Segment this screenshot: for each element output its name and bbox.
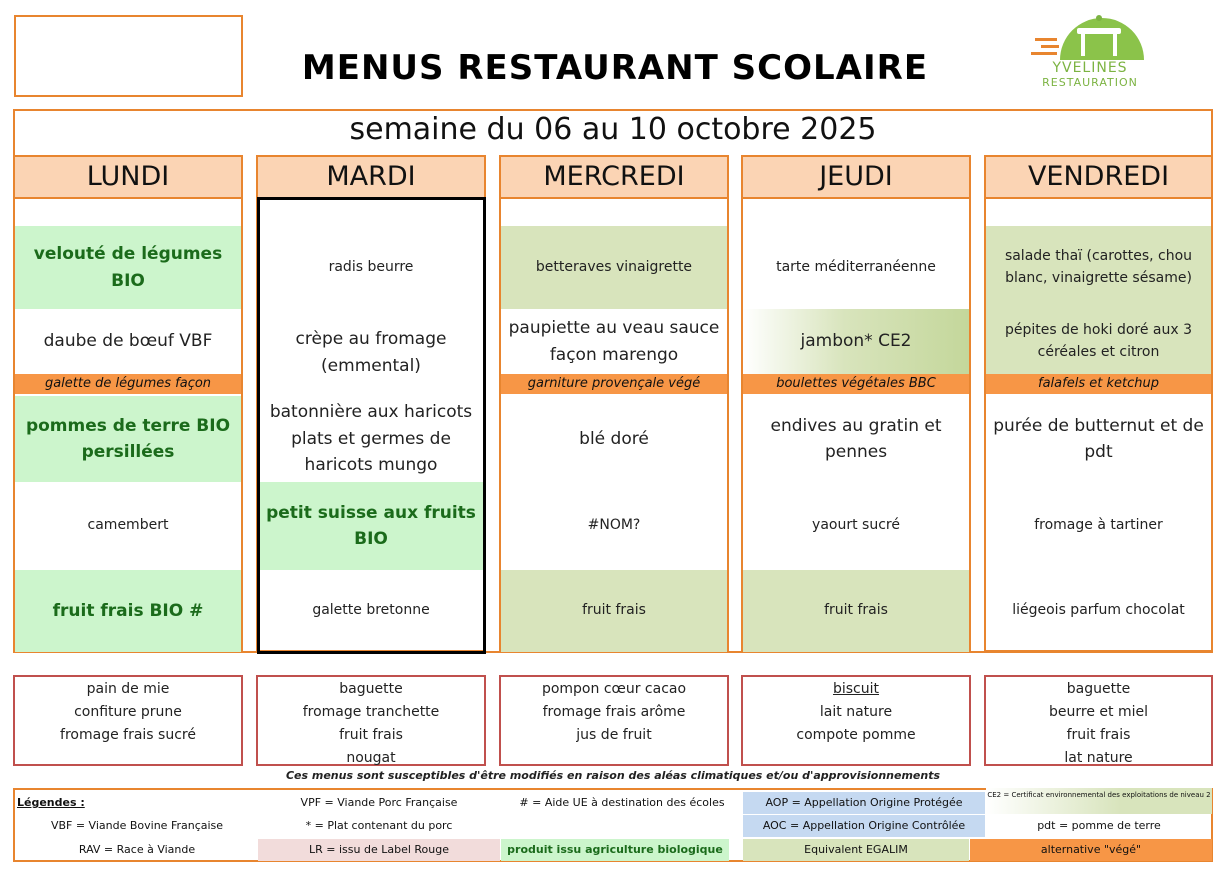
dessert-cell: fruit frais [743,570,969,652]
dairy-cell: #NOM? [587,517,641,534]
side-cell: pommes de terre BIO persillées [15,396,241,482]
day-header: LUNDI [15,157,241,199]
gouter-lundi [13,675,243,766]
gouter-item: lat nature [1064,750,1133,766]
gouter-item: fruit frais [1066,727,1131,743]
legend-rav: RAV = Race à Viande [78,843,196,856]
gouter-item: pompon cœur cacao [541,681,687,697]
gouter-item: nougat [346,750,396,766]
logo-text-yvelines: YVELINES [1052,60,1128,76]
starter-cell: salade thaï (carottes, chou blanc, vinaigrette sésame) [986,226,1211,309]
dairy-cell: yaourt sucré [812,517,900,534]
legend-ce2: CE2 = Certificat environnemental des exploitations de niveau 2 [986,788,1212,814]
legend-bio: produit issu agriculture biologique [501,839,729,861]
disclaimer-note: Ces menus sont susceptibles d'être modifiés en raison des aléas climatiques et/ou d'approvisionnements [285,769,941,782]
gouter-jeudi [741,675,971,766]
main-cell: pépites de hoki doré aux 3 céréales et citron [986,309,1211,374]
legend-vpf: VPF = Viande Porc Française [300,796,458,809]
dessert-cell: liégeois parfum chocolat [1012,602,1185,619]
legend-box [13,788,1213,862]
legend-aoc: AOC = Appellation Origine Contrôlée [743,815,985,837]
gouter-item: beurre et miel [1049,704,1148,720]
day-column-vendredi [984,155,1213,652]
gouter-item: lait nature [819,704,893,720]
day-header: JEUDI [743,157,969,199]
dessert-cell: fruit frais BIO # [15,570,241,652]
side-cell: blé doré [579,428,649,449]
day-header: MERCREDI [501,157,727,199]
dairy-cell: camembert [87,517,169,534]
current-day-highlight [257,197,486,654]
gouter-item: fromage tranchette [302,704,440,720]
legend-vbf: VBF = Viande Bovine Française [50,819,224,832]
legend-porc: * = Plat contenant du porc [305,819,453,832]
gouter-item: jus de fruit [576,727,652,743]
vege-alternative-cell: galette de légumes façon [15,374,241,394]
gouter-mercredi [499,675,729,766]
gouter-item: pain de mie [86,681,170,697]
dairy-cell: fromage à tartiner [1034,517,1163,534]
dairy-cell: petit suisse aux fruits BIO [258,482,484,570]
starter-cell: tarte méditerranéenne [776,258,936,275]
main-cell: paupiette au veau sauce façon marengo [508,318,720,365]
vege-alternative-cell: boulettes végétales BBC [743,374,969,394]
dessert-cell: galette bretonne [312,602,430,619]
legend-ue: # = Aide UE à destination des écoles [519,796,725,809]
gouter-item: fromage frais arôme [542,704,686,720]
gouter-item: confiture prune [74,704,182,720]
gouter-item: compote pomme [796,727,916,743]
starter-cell: radis beurre [328,258,414,275]
legend-pdt: pdt = pomme de terre [1037,819,1161,832]
main-cell: crèpe au fromage (emmental) [295,329,447,376]
vege-alternative-cell: garniture provençale végé [501,374,727,394]
legend-title: Légendes : [17,796,85,809]
legend-vege: alternative "végé" [970,839,1212,861]
dessert-cell: fruit frais [501,570,727,652]
logo-text-restauration: RESTAURATION [1042,76,1138,89]
gouter-item: baguette [1066,681,1131,697]
side-cell: batonnière aux haricots plats et germes de haricots mungo [269,402,473,476]
week-title: semaine du 06 au 10 octobre 2025 [349,112,877,147]
day-column-jeudi [741,155,971,652]
starter-cell: velouté de légumes BIO [15,226,241,309]
side-cell: purée de butternut et de pdt [993,415,1204,462]
starter-cell: betteraves vinaigrette [501,226,727,309]
logo-dome-icon [1025,8,1155,64]
logo-placeholder-box [14,15,243,97]
day-column-mercredi [499,155,729,652]
side-cell: endives au gratin et pennes [770,415,942,462]
day-header: MARDI [258,157,484,199]
gouter-item: fruit frais [339,727,403,743]
legend-egalim: Equivalent EGALIM [743,839,969,861]
legend-lr: LR = issu de Label Rouge [258,839,500,861]
legend-aop: AOP = Appellation Origine Protégée [743,792,985,814]
gouter-mardi [256,675,486,766]
vege-alternative-cell: falafels et ketchup [986,374,1211,394]
main-cell: jambon* CE2 [743,309,969,374]
gouter-vendredi [984,675,1213,766]
page-title: MENUS RESTAURANT SCOLAIRE [301,48,929,88]
day-column-lundi [13,155,243,652]
yvelines-restauration-logo [1025,8,1155,94]
day-header: VENDREDI [986,157,1211,199]
gouter-item: biscuit [832,681,880,697]
gouter-item: baguette [339,681,403,697]
gouter-item: fromage frais sucré [60,727,196,743]
main-cell: daube de bœuf VBF [43,331,213,352]
